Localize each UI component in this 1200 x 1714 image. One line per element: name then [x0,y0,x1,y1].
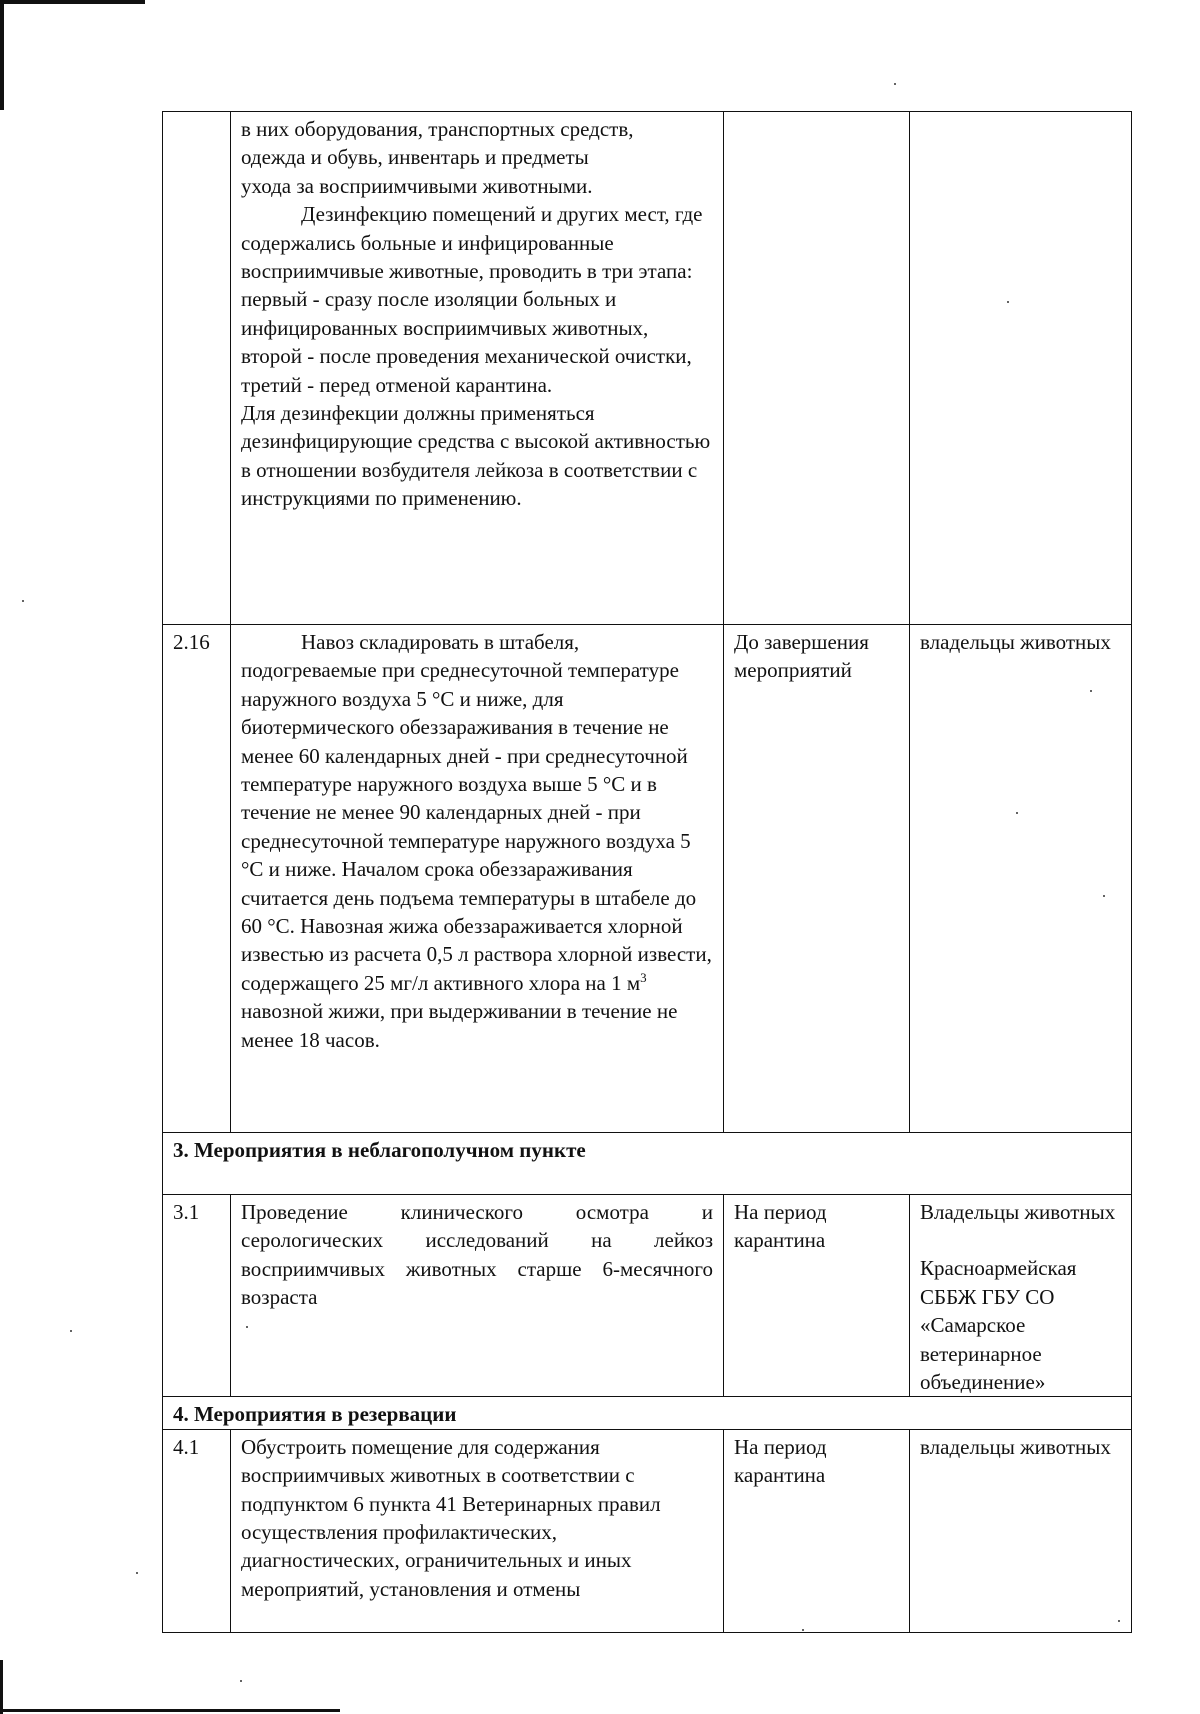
row-number-cell: 3.1 [163,1195,231,1397]
superscript: 3 [640,969,647,985]
measure-text-line: ухода за восприимчивыми животными. [241,173,593,198]
measure-text-line: одежда и обувь, инвентарь и предметы [241,145,589,170]
measure-text-paragraph: Дезинфекцию помещений и других мест, где содержались больные и инфицированные восприимчивые животные, проводить в три этапа: первый - сразу после изоляции больных и инфицированных восприимчивых животных, второй - после проведения механической очистки, третий - перед отменой карантина. [241,202,703,397]
responsible-party: Красноармейская СББЖ ГБУ СО «Самарское ветеринарное объединение» [920,1256,1077,1395]
term-cell: На период карантина [724,1195,910,1397]
row-number-cell: 2.16 [163,625,231,1133]
measure-text-paragraph [241,628,713,1054]
responsible-party: Владельцы животных [920,1200,1116,1224]
measure-text: Навоз складировать в штабеля, подогреваемые при среднесуточной температуре наружного воздуха 5 °С и ниже, для биотермического обеззараживания в течение не менее 60 календарных дней - при среднесуточной температуре наружного воздуха выше 5 °С и в течение не менее 90 календарных дней - при среднесуточной температуре наружного воздуха 5 °С и ниже. Началом срока обеззараживания считается день подъема температуры в штабеле до 60 °С. Навозная жижа обеззараживается хлорной известью из расчета 0,5 л раствора хлорной извести, содержащего 25 мг/л активного хлора на 1 м [241,630,712,995]
scan-edge-top [0,0,145,4]
responsible-cell: владельцы животных [910,1429,1132,1632]
measure-text-cell: Проведение клинического осмотра и серологических исследований на лейкоз восприимчивых животных старше 6-месячного возраста [231,1195,724,1397]
scan-speck [22,600,24,602]
section-title-cell [163,1397,1132,1429]
section-header-row [163,1397,1132,1429]
row-number-cell: 4.1 [163,1429,231,1632]
scan-speck [240,1680,242,1682]
responsible-cell: владельцы животных [910,625,1132,1133]
row-number-cell [163,112,231,625]
scan-speck [136,1572,138,1574]
scan-edge-bottom [0,1709,340,1712]
scan-edge-left-bottom [0,1660,3,1714]
section-title: 3. Мероприятия в неблагополучном пункте [173,1138,586,1162]
section-title: 4. Мероприятия в резервации [173,1402,457,1427]
measure-text-line: в них оборудования, транспортных средств, [241,117,634,141]
table-row [163,112,1132,625]
measure-text-paragraph: Для дезинфекции должны применяться дезинфицирующие средства с высокой активностью в отношении возбудителя лейкоза в соответствии с инструкциями по применению. [241,401,711,511]
measure-text-cell [231,625,724,1133]
term-cell: На период карантина [724,1429,910,1632]
responsible-cell [910,112,1132,625]
term-cell: До завершения мероприятий [724,625,910,1133]
measure-text-cell: Обустроить помещение для содержания восприимчивых животных в соответствии с подпунктом 6 пункта 41 Ветеринарных правил осуществления профилактических, диагностических, ограничительных и иных мероприятий, установления и отмены [231,1429,724,1632]
section-header-row [163,1133,1132,1195]
responsible-cell [910,1195,1132,1397]
table-row [163,625,1132,1133]
section-title-cell [163,1133,1132,1195]
measure-text-cell [231,112,724,625]
measures-table [162,111,1132,1633]
term-cell [724,112,910,625]
scan-speck [70,1330,72,1332]
scan-edge-left-top [0,0,4,110]
table-row [163,1429,1132,1632]
scan-speck [894,83,896,85]
table-row [163,1195,1132,1397]
measure-text: навозной жижи, при выдерживании в течение не менее 18 часов. [241,999,678,1052]
